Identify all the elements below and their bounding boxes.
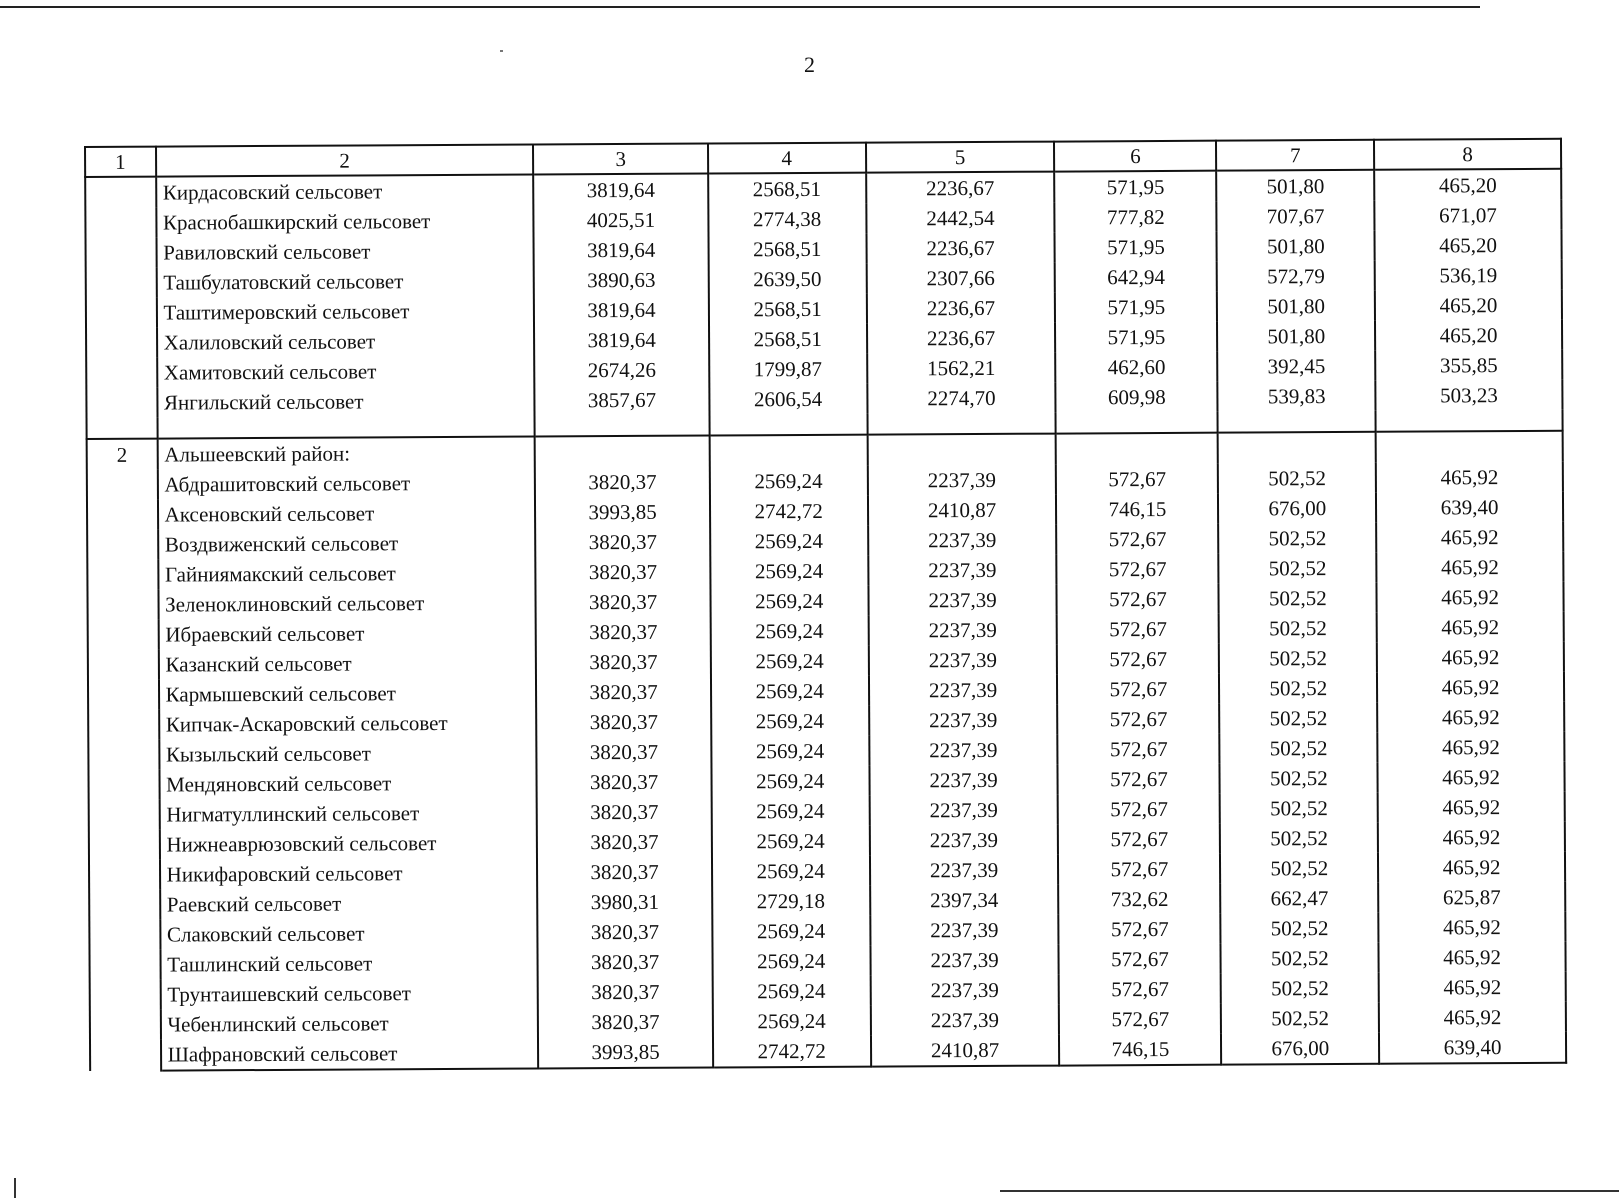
column-header: 8 xyxy=(1374,139,1561,170)
value-cell: 572,67 xyxy=(1058,824,1220,855)
value-cell: 539,83 xyxy=(1218,381,1376,412)
value-cell: 2569,24 xyxy=(710,466,868,497)
value-cell: 732,62 xyxy=(1059,884,1221,915)
settlement-name: Янгильский сельсовет xyxy=(157,385,535,417)
value-cell: 3820,37 xyxy=(538,1007,713,1038)
value-cell: 2236,67 xyxy=(867,323,1056,354)
section-number: 2 xyxy=(87,439,161,1071)
value-cell: 2237,39 xyxy=(870,975,1059,1006)
value-cell: 3820,37 xyxy=(537,767,712,798)
value-cell: 572,67 xyxy=(1058,794,1220,825)
value-cell: 639,40 xyxy=(1379,1032,1566,1064)
value-cell: 2237,39 xyxy=(869,825,1058,856)
value-cell: 465,92 xyxy=(1379,1002,1566,1033)
value-cell: 746,15 xyxy=(1056,494,1218,525)
value-cell: 2237,39 xyxy=(867,465,1056,496)
value-cell: 536,19 xyxy=(1375,260,1562,291)
value-cell: 465,92 xyxy=(1379,942,1566,973)
value-cell: 572,67 xyxy=(1057,644,1219,675)
value-cell: 676,00 xyxy=(1221,1033,1379,1065)
column-header: 5 xyxy=(866,142,1055,173)
value-cell: 2568,51 xyxy=(708,234,866,265)
settlement-name: Ташбулатовский сельсовет xyxy=(156,265,534,297)
value-cell: 2569,24 xyxy=(711,766,869,797)
value-cell: 2774,38 xyxy=(708,204,866,235)
settlement-name: Трунтаишевский сельсовет xyxy=(160,977,538,1009)
value-cell: 2569,24 xyxy=(712,916,870,947)
value-cell: 502,52 xyxy=(1220,793,1378,824)
value-cell: 465,20 xyxy=(1375,230,1562,261)
empty-cell xyxy=(535,436,710,468)
value-cell: 502,52 xyxy=(1219,553,1377,584)
settlement-name: Аксеновский сельсовет xyxy=(158,497,536,529)
value-cell: 503,23 xyxy=(1375,380,1562,411)
value-cell: 1562,21 xyxy=(867,353,1056,384)
value-cell: 501,80 xyxy=(1217,321,1375,352)
value-cell: 502,52 xyxy=(1221,1003,1379,1034)
value-cell: 465,20 xyxy=(1374,169,1561,201)
value-cell: 502,52 xyxy=(1221,913,1379,944)
value-cell: 465,92 xyxy=(1378,852,1565,883)
value-cell: 3980,31 xyxy=(538,887,713,918)
value-cell: 3993,85 xyxy=(535,497,710,528)
value-cell: 502,52 xyxy=(1220,733,1378,764)
table-body xyxy=(85,139,1566,1071)
value-cell: 572,67 xyxy=(1059,944,1221,975)
value-cell: 572,67 xyxy=(1057,614,1219,645)
value-cell: 3820,37 xyxy=(537,827,712,858)
value-cell: 2569,24 xyxy=(711,736,869,767)
top-rule xyxy=(0,6,1480,8)
value-cell: 3819,64 xyxy=(534,235,709,266)
value-cell: 392,45 xyxy=(1218,351,1376,382)
value-cell: 2237,39 xyxy=(869,795,1058,826)
value-cell: 2237,39 xyxy=(870,945,1059,976)
value-cell: 502,52 xyxy=(1219,643,1377,674)
spacer-cell xyxy=(87,418,158,439)
value-cell: 3820,37 xyxy=(536,617,711,648)
value-cell: 3820,37 xyxy=(536,557,711,588)
margin-mark xyxy=(14,1178,16,1198)
value-cell: 3820,37 xyxy=(536,587,711,618)
value-cell: 2569,24 xyxy=(712,856,870,887)
empty-cell xyxy=(1056,433,1218,465)
page-number: 2 xyxy=(804,52,815,77)
value-cell: 2729,18 xyxy=(712,886,870,917)
section-number xyxy=(85,177,157,418)
value-cell: 2569,24 xyxy=(710,616,868,647)
value-cell: 465,92 xyxy=(1376,462,1563,493)
value-cell: 572,67 xyxy=(1057,584,1219,615)
value-cell: 572,67 xyxy=(1057,554,1219,585)
value-cell: 2236,67 xyxy=(866,172,1055,204)
empty-cell xyxy=(709,435,867,467)
value-cell: 671,07 xyxy=(1374,200,1561,231)
value-cell: 3857,67 xyxy=(535,385,710,416)
value-cell: 572,67 xyxy=(1059,914,1221,945)
value-cell: 3890,63 xyxy=(534,265,709,296)
value-cell: 502,52 xyxy=(1220,763,1378,794)
value-cell: 462,60 xyxy=(1056,352,1218,383)
column-header: 4 xyxy=(708,143,866,174)
value-cell: 572,67 xyxy=(1056,464,1218,495)
value-cell: 2569,24 xyxy=(712,946,870,977)
value-cell: 3819,64 xyxy=(534,174,709,206)
value-cell: 572,67 xyxy=(1058,734,1220,765)
settlement-name: Кызыльский сельсовет xyxy=(159,737,537,769)
spacer-cell xyxy=(1056,412,1218,434)
value-cell: 2674,26 xyxy=(535,355,710,386)
column-header: 2 xyxy=(156,144,534,176)
settlement-name: Абдрашитовский сельсовет xyxy=(157,467,535,499)
settlement-name: Нижнеаврюзовский сельсовет xyxy=(159,827,537,859)
value-cell: 465,20 xyxy=(1375,290,1562,321)
value-cell: 2237,39 xyxy=(869,705,1058,736)
value-cell: 625,87 xyxy=(1378,882,1565,913)
value-cell: 2568,51 xyxy=(709,294,867,325)
value-cell: 2410,87 xyxy=(871,1035,1060,1067)
empty-cell xyxy=(1218,432,1376,464)
value-cell: 2410,87 xyxy=(867,495,1056,526)
empty-cell xyxy=(1376,431,1563,463)
value-cell: 572,67 xyxy=(1059,1004,1221,1035)
value-cell: 2274,70 xyxy=(867,383,1056,414)
settlement-name: Кипчак-Аскаровский сельсовет xyxy=(159,707,537,739)
value-cell: 465,92 xyxy=(1379,972,1566,1003)
value-cell: 465,92 xyxy=(1377,672,1564,703)
spacer-cell xyxy=(867,413,1056,435)
value-cell: 355,85 xyxy=(1375,350,1562,381)
value-cell: 2569,24 xyxy=(710,526,868,557)
value-cell: 2236,67 xyxy=(866,293,1055,324)
value-cell: 2237,39 xyxy=(870,915,1059,946)
value-cell: 746,15 xyxy=(1059,1034,1221,1066)
value-cell: 572,67 xyxy=(1058,854,1220,885)
value-cell: 2236,67 xyxy=(866,233,1055,264)
value-cell: 502,52 xyxy=(1219,703,1377,734)
value-cell: 2569,24 xyxy=(712,976,870,1007)
value-cell: 3819,64 xyxy=(534,325,709,356)
value-cell: 3993,85 xyxy=(538,1037,713,1069)
settlement-name: Гайниямакский сельсовет xyxy=(158,557,536,589)
value-cell: 3819,64 xyxy=(534,295,709,326)
settlement-name: Раевский сельсовет xyxy=(160,887,538,919)
empty-cell xyxy=(867,434,1056,466)
tariff-table xyxy=(84,138,1567,1072)
value-cell: 2568,51 xyxy=(709,324,867,355)
value-cell: 572,67 xyxy=(1059,974,1221,1005)
value-cell: 502,52 xyxy=(1220,823,1378,854)
spacer-cell xyxy=(535,415,709,437)
settlement-name: Казанский сельсовет xyxy=(158,647,536,679)
value-cell: 777,82 xyxy=(1055,202,1217,233)
value-cell: 1799,87 xyxy=(709,354,867,385)
value-cell: 2307,66 xyxy=(866,263,1055,294)
value-cell: 2569,24 xyxy=(710,586,868,617)
value-cell: 2569,24 xyxy=(711,676,869,707)
value-cell: 2569,24 xyxy=(710,556,868,587)
value-cell: 662,47 xyxy=(1220,883,1378,914)
value-cell: 2237,39 xyxy=(868,525,1057,556)
value-cell: 3820,37 xyxy=(536,647,711,678)
value-cell: 465,92 xyxy=(1377,702,1564,733)
value-cell: 465,92 xyxy=(1377,732,1564,763)
value-cell: 2639,50 xyxy=(708,264,866,295)
value-cell: 3820,37 xyxy=(537,737,712,768)
value-cell: 3820,37 xyxy=(537,797,712,828)
settlement-name: Чебенлинский сельсовет xyxy=(160,1007,538,1039)
settlement-name: Воздвиженский сельсовет xyxy=(158,527,536,559)
value-cell: 465,92 xyxy=(1376,522,1563,553)
settlement-name: Кирдасовский сельсовет xyxy=(156,174,534,207)
value-cell: 465,92 xyxy=(1378,912,1565,943)
value-cell: 502,52 xyxy=(1221,943,1379,974)
value-cell: 642,94 xyxy=(1055,262,1217,293)
value-cell: 502,52 xyxy=(1221,973,1379,1004)
value-cell: 572,79 xyxy=(1217,261,1375,292)
settlement-name: Равиловский сельсовет xyxy=(156,235,534,267)
value-cell: 502,52 xyxy=(1219,673,1377,704)
value-cell: 2569,24 xyxy=(713,1006,871,1037)
column-header: 7 xyxy=(1216,140,1374,171)
value-cell: 2569,24 xyxy=(711,796,869,827)
value-cell: 502,52 xyxy=(1218,463,1376,494)
value-cell: 3820,37 xyxy=(535,467,710,498)
value-cell: 3820,37 xyxy=(537,707,712,738)
settlement-name: Шафрановский сельсовет xyxy=(161,1037,539,1070)
value-cell: 571,95 xyxy=(1055,292,1217,323)
value-cell: 2237,39 xyxy=(869,765,1058,796)
bottom-rule xyxy=(1000,1190,1619,1192)
settlement-name: Кармышевский сельсовет xyxy=(159,677,537,709)
value-cell: 2569,24 xyxy=(711,646,869,677)
value-cell: 2442,54 xyxy=(866,203,1055,234)
value-cell: 3820,37 xyxy=(538,947,713,978)
value-cell: 4025,51 xyxy=(534,205,709,236)
value-cell: 2237,39 xyxy=(868,585,1057,616)
value-cell: 501,80 xyxy=(1217,291,1375,322)
spacer-cell xyxy=(1218,411,1376,433)
value-cell: 609,98 xyxy=(1056,382,1218,413)
spacer-cell xyxy=(157,415,535,438)
value-cell: 465,20 xyxy=(1375,320,1562,351)
value-cell: 571,95 xyxy=(1055,232,1217,263)
column-header: 6 xyxy=(1054,141,1216,172)
value-cell: 3820,37 xyxy=(538,977,713,1008)
settlement-name: Нигматуллинский сельсовет xyxy=(159,797,537,829)
value-cell: 572,67 xyxy=(1057,674,1219,705)
value-cell: 3820,37 xyxy=(536,527,711,558)
value-cell: 2569,24 xyxy=(711,706,869,737)
value-cell: 572,67 xyxy=(1057,524,1219,555)
value-cell: 2237,39 xyxy=(869,735,1058,766)
value-cell: 502,52 xyxy=(1220,853,1378,884)
settlement-name: Никифаровский сельсовет xyxy=(160,857,538,889)
value-cell: 2237,39 xyxy=(870,855,1059,886)
settlement-name: Ибраевский сельсовет xyxy=(158,617,536,649)
value-cell: 707,67 xyxy=(1217,201,1375,232)
settlement-name: Краснобашкирский сельсовет xyxy=(156,205,534,237)
spacer-cell xyxy=(709,414,867,436)
value-cell: 2237,39 xyxy=(868,555,1057,586)
value-cell: 465,92 xyxy=(1378,822,1565,853)
value-cell: 465,92 xyxy=(1377,582,1564,613)
settlement-name: Зеленоклиновский сельсовет xyxy=(158,587,536,619)
value-cell: 639,40 xyxy=(1376,492,1563,523)
value-cell: 502,52 xyxy=(1219,613,1377,644)
value-cell: 501,80 xyxy=(1217,170,1375,202)
value-cell: 465,92 xyxy=(1378,762,1565,793)
value-cell: 2237,39 xyxy=(868,615,1057,646)
value-cell: 465,92 xyxy=(1376,552,1563,583)
value-cell: 2742,72 xyxy=(713,1036,871,1068)
value-cell: 465,92 xyxy=(1377,642,1564,673)
value-cell: 2742,72 xyxy=(710,496,868,527)
value-cell: 501,80 xyxy=(1217,231,1375,262)
column-header: 3 xyxy=(533,144,708,175)
value-cell: 3820,37 xyxy=(536,677,711,708)
value-cell: 676,00 xyxy=(1218,493,1376,524)
value-cell: 3820,37 xyxy=(537,857,712,888)
settlement-name: Слаковский сельсовет xyxy=(160,917,538,949)
settlement-name: Ташлинский сельсовет xyxy=(160,947,538,979)
value-cell: 572,67 xyxy=(1058,704,1220,735)
section-title: Альшеевский район: xyxy=(157,436,535,469)
value-cell: 2397,34 xyxy=(870,885,1059,916)
value-cell: 465,92 xyxy=(1378,792,1565,823)
settlement-name: Хамитовский сельсовет xyxy=(157,355,535,387)
value-cell: 2237,39 xyxy=(869,675,1058,706)
value-cell: 465,92 xyxy=(1377,612,1564,643)
value-cell: 571,95 xyxy=(1055,322,1217,353)
value-cell: 572,67 xyxy=(1058,764,1220,795)
spacer-cell xyxy=(1376,410,1563,432)
settlement-name: Таштимеровский сельсовет xyxy=(156,295,534,327)
settlement-name: Халиловский сельсовет xyxy=(157,325,535,357)
value-cell: 2237,39 xyxy=(870,1005,1059,1036)
value-cell: 2569,24 xyxy=(712,826,870,857)
value-cell: 2606,54 xyxy=(709,384,867,415)
value-cell: 2237,39 xyxy=(868,645,1057,676)
value-cell: 571,95 xyxy=(1055,171,1217,203)
value-cell: 502,52 xyxy=(1219,583,1377,614)
value-cell: 2568,51 xyxy=(708,173,866,205)
value-cell: 3820,37 xyxy=(538,917,713,948)
value-cell: 502,52 xyxy=(1218,523,1376,554)
column-header: 1 xyxy=(85,147,156,177)
settlement-name: Мендяновский сельсовет xyxy=(159,767,537,799)
